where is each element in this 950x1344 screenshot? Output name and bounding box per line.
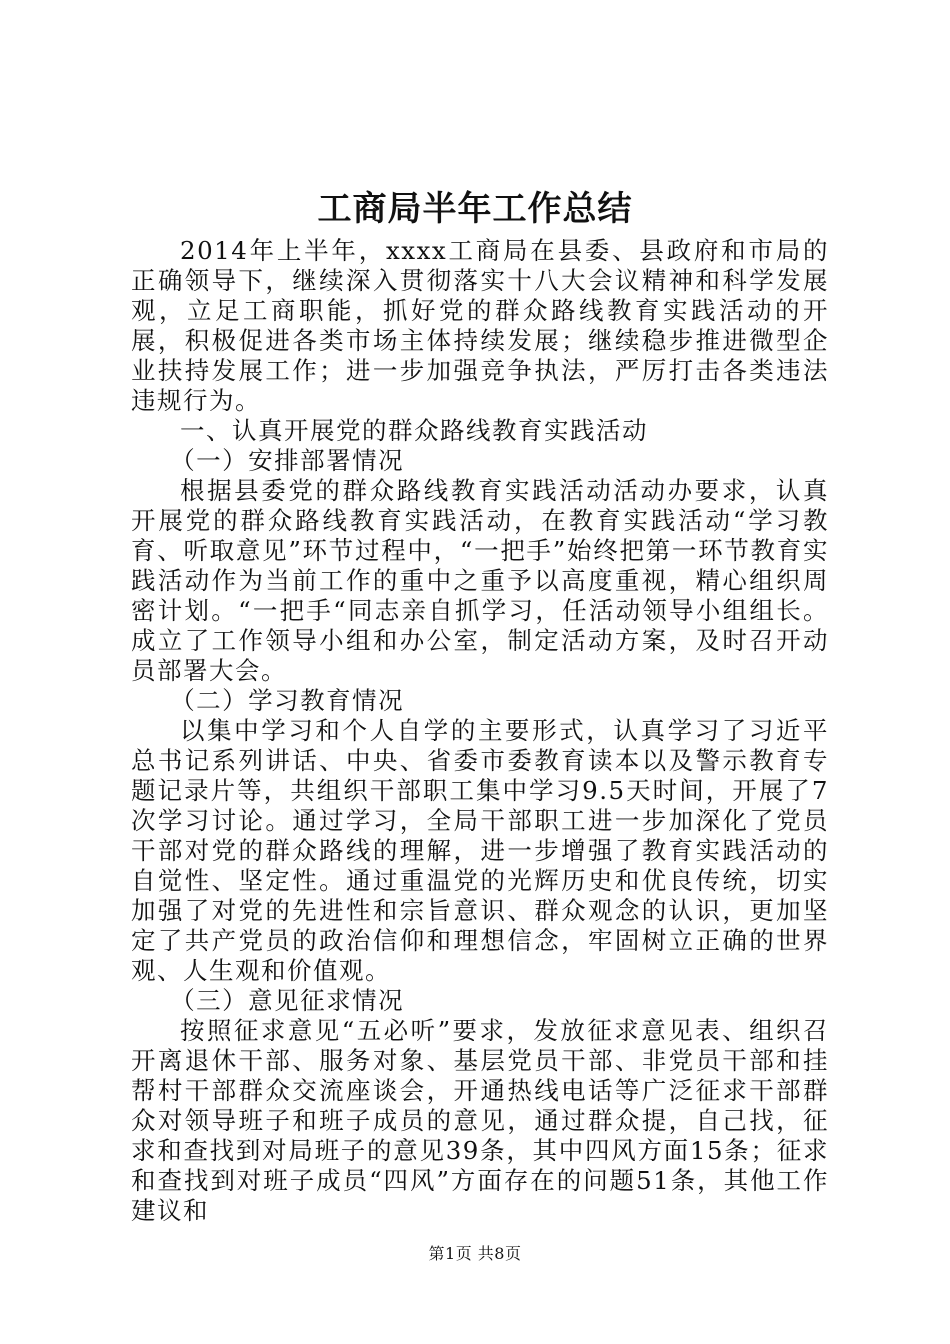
body-paragraph: 以集中学习和个人自学的主要形式，认真学习了习近平总书记系列讲话、中央、省委市委教育读本以及警示教育专题记录片等，共组织干部职工集中学习9.5天时间，开展了7次学习讨论。通过学习，全局干部职工进一步加深化了党员干部对党的群众路线的理解，进一步增强了教育实践活动的自觉性、坚定性。通过重温党的光辉历史和优良传统，切实加强了对党的先进性和宗旨意识、群众观念的认识，更加坚定了共产党员的政治信仰和理想信念，牢固树立正确的世界观、人生观和价值观。 — [131, 716, 829, 985]
page-number-footer: 第1页 共8页 — [428, 1244, 522, 1263]
document-body — [131, 236, 829, 1226]
body-paragraph: 根据县委党的群众路线教育实践活动活动办要求，认真开展党的群众路线教育实践活动，在教育实践活动“学习教育、听取意见”环节过程中，“一把手”始终把第一环节教育实践活动作为当前工作的重中之重予以高度重视，精心组织周密计划。“一把手“同志亲自抓学习，任活动领导小组组长。成立了工作领导小组和办公室，制定活动方案，及时召开动员部署大会。 — [131, 476, 829, 685]
subsection-heading-3: （三）意见征求情况 — [170, 986, 405, 1015]
subsection-heading-1: （一）安排部署情况 — [170, 446, 405, 475]
subsection-heading-2: （二）学习教育情况 — [170, 686, 405, 715]
body-paragraph: 按照征求意见“五必听”要求，发放征求意见表、组织召开离退休干部、服务对象、基层党员干部、非党员干部和挂帮村干部群众交流座谈会，开通热线电话等广泛征求干部群众对领导班子和班子成员的意见，通过群众提，自己找，征求和查找到对局班子的意见39条，其中四风方面15条；征求和查找到对班子成员“四风”方面存在的问题51条，其他工作建议和 — [131, 1016, 829, 1225]
intro-paragraph: 2014年上半年，xxxx工商局在县委、县政府和市局的正确领导下，继续深入贯彻落实十八大会议精神和科学发展观，立足工商职能，抓好党的群众路线教育实践活动的开展，积极促进各类市场主体持续发展；继续稳步推进微型企业扶持发展工作；进一步加强竞争执法，严厉打击各类违法违规行为。 — [131, 236, 829, 415]
document-title: 工商局半年工作总结 — [317, 189, 633, 229]
section-heading-1: 一、认真开展党的群众路线教育实践活动 — [180, 416, 648, 445]
